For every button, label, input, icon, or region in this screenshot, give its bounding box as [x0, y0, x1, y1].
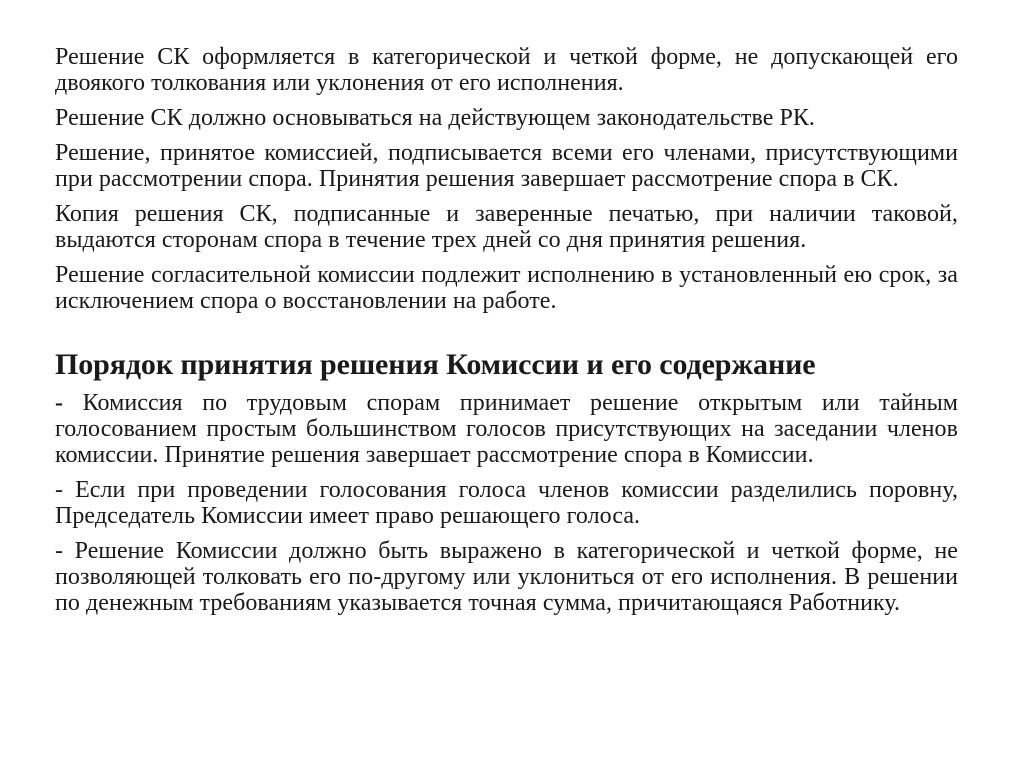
intro-paragraph-3: Решение, принятое комиссией, подписывается всеми его членами, присутствующими при рассмотрении спора. Принятия решения завершает рассмотрение спора в СК.: [55, 140, 958, 192]
slide-content: [55, 44, 958, 625]
intro-paragraph-2: Решение СК должно основываться на действующем законодательстве РК.: [55, 105, 815, 131]
dash-marker: -: [55, 538, 64, 564]
dash-marker: -: [55, 390, 64, 416]
section-heading: Порядок принятия решения Комиссии и его содержание: [55, 348, 816, 381]
dash-marker: -: [55, 477, 64, 503]
section-item-list: [55, 390, 958, 616]
intro-paragraph-1: Решение СК оформляется в категорической и четкой форме, не допускающей его двоякого толкования или уклонения от его исполнения.: [55, 44, 958, 96]
section-item-3: [55, 538, 958, 616]
intro-paragraph-5: Решение согласительной комиссии подлежит исполнению в установленный ею срок, за исключением спора о восстановлении на работе.: [55, 262, 958, 314]
section-item-2: [55, 477, 958, 529]
section-item-text: Комиссия по трудовым спорам принимает решение открытым или тайным голосованием простым большинством голосов присутствующих на заседании членов комиссии. Принятие решения завершает рассмотрение спора в Комиссии.: [55, 390, 959, 468]
intro-paragraph-4: Копия решения СК, подписанные и заверенные печатью, при наличии таковой, выдаются сторонам спора в течение трех дней со дня принятия решения.: [55, 201, 958, 253]
section-item-1: [55, 390, 958, 468]
section-item-text: Решение Комиссии должно быть выражено в категорической и четкой форме, не позволяющей толковать его по-другому или уклониться от его исполнения. В решении по денежным требованиям указывается точная сумма, причитающаяся Работнику.: [55, 538, 958, 616]
section-item-text: Если при проведении голосования голоса членов комиссии разделились поровну, Председатель Комиссии имеет право решающего голоса.: [55, 477, 958, 529]
